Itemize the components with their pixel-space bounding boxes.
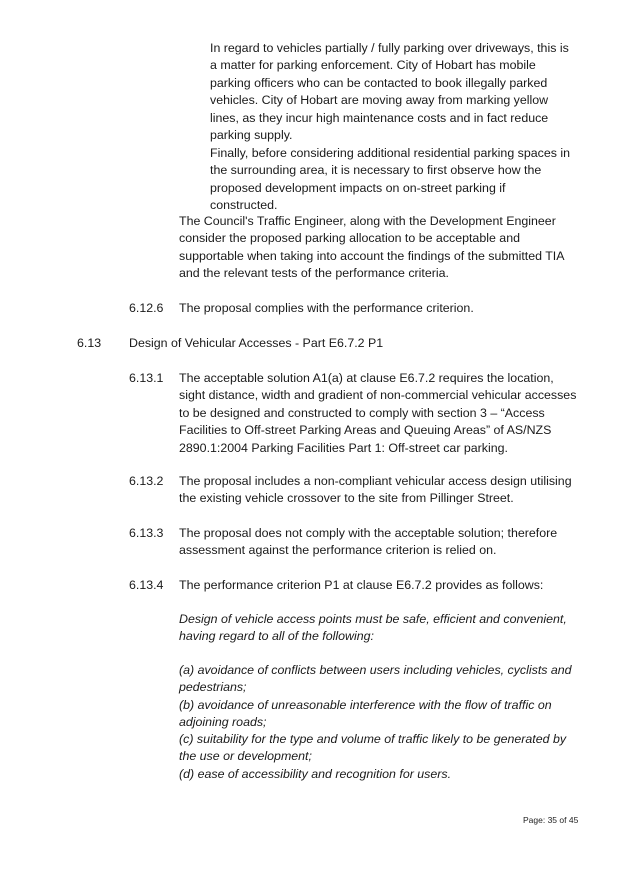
page-number: Page: 35 of 45 <box>523 815 579 825</box>
item-text-6-13-3: The proposal does not comply with the acceptable solution; therefore assessment against the performance criterion is relied on. <box>179 526 558 558</box>
item-number-6-12-6: 6.12.6 <box>129 301 164 315</box>
section-heading-6-13: Design of Vehicular Accesses - Part E6.7.2 P1 <box>129 336 384 350</box>
item-number-6-13-1: 6.13.1 <box>129 371 164 385</box>
criterion-intro: Design of vehicle access points must be safe, efficient and convenient, having regard to all of the following: <box>179 612 567 644</box>
quote-residential-parking: Finally, before considering additional residential parking spaces in the surrounding area, it is necessary to first observe how the proposed development impacts on on-street parking if constructed. <box>210 146 570 213</box>
engineer-comment: The Council's Traffic Engineer, along with the Development Engineer consider the proposed parking allocation to be acceptable and supportable when taking into account the findings of the submitted TIA and the relevant tests of the performance criteria. <box>179 214 564 281</box>
item-number-6-13-3: 6.13.3 <box>129 526 164 540</box>
item-text-6-13-4: The performance criterion P1 at clause E6.7.2 provides as follows: <box>179 578 544 592</box>
item-text-6-13-2: The proposal includes a non-compliant vehicular access design utilising the existing vehicle crossover to the site from Pillinger Street. <box>179 474 572 506</box>
item-number-6-13-4: 6.13.4 <box>129 578 164 592</box>
criterion-b: (b) avoidance of unreasonable interference with the flow of traffic on adjoining roads; <box>179 698 552 730</box>
quote-parking-enforcement: In regard to vehicles partially / fully parking over driveways, this is a matter for parking enforcement. City of Hobart has mobile parking officers who can be contacted to book illegally parked vehicles. City of Hobart are moving away from marking yellow lines, as they incur high maintenance costs and in fact reduce parking supply. <box>210 41 569 143</box>
item-text-6-12-6: The proposal complies with the performance criterion. <box>179 301 474 315</box>
item-number-6-13-2: 6.13.2 <box>129 474 164 488</box>
criterion-d: (d) ease of accessibility and recognition for users. <box>179 767 452 781</box>
item-text-6-13-1: The acceptable solution A1(a) at clause E6.7.2 requires the location, sight distance, width and gradient of non-commercial vehicular accesses to be designed and constructed to comply with section 3 – “Access Facilities to Off-street Parking Areas and Queuing Areas” of AS/NZS 2890.1:2004 Parking Facilities Part 1: Off-street car parking. <box>179 371 577 455</box>
criterion-a: (a) avoidance of conflicts between users including vehicles, cyclists and pedestrians; <box>179 663 572 695</box>
criterion-c: (c) suitability for the type and volume of traffic likely to be generated by the use or development; <box>179 732 567 764</box>
section-number-6-13: 6.13 <box>77 336 102 350</box>
